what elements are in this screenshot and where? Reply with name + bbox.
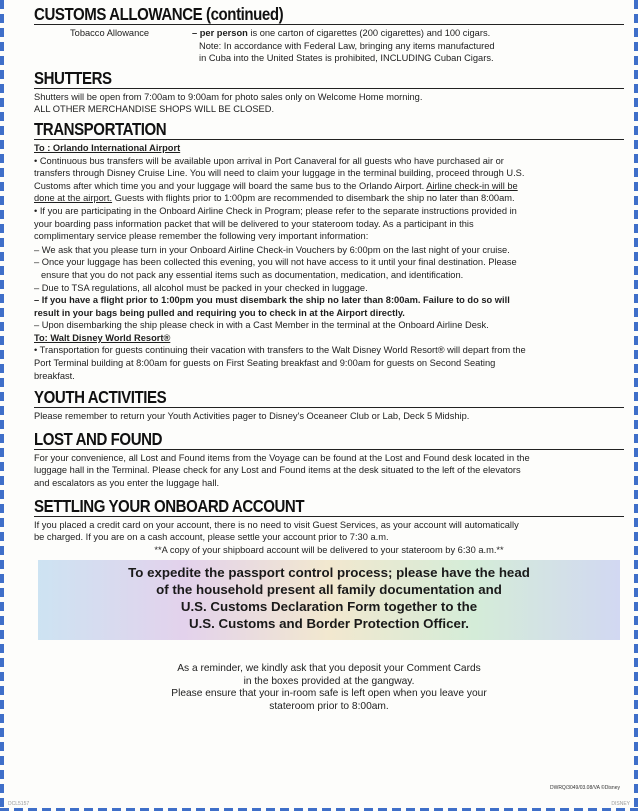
customs-heading: CUSTOMS ALLOWANCE (continued) (34, 4, 284, 24)
bus-line1: • Continuous bus transfers will be available upon arrival in Port Canaveral for all guests who have purchased air or (34, 155, 504, 166)
reminder-line4: stateroom prior to 8:00am. (269, 700, 389, 712)
youth-heading: YOUTH ACTIVITIES (34, 387, 167, 408)
account-line1: If you placed a credit card on your account, there is no need to visit Guest Services, as your account will automatically (34, 519, 519, 530)
shutters-line1: Shutters will be open from 7:00am to 9:00am for photo sales only on Welcome Home morning. (34, 91, 423, 102)
reminder-line2: in the boxes provided at the gangway. (243, 675, 415, 687)
reminder-line3: Please ensure that your in-room safe is left open when you leave your (171, 688, 487, 700)
reminder-block (34, 663, 624, 713)
onboard-line2: your boarding pass information packet that will be delivered to your stateroom today. As a participant in this (34, 218, 474, 229)
lost-found-heading: LOST AND FOUND (34, 428, 163, 449)
onboard-line3: complimentary service please remember the following very important information: (34, 231, 369, 242)
shutters-line2: ALL OTHER MERCHANDISE SHOPS WILL BE CLOSED. (34, 104, 275, 115)
lost-line1: For your convenience, all Lost and Found items from the Voyage can be found at the Lost and Found desk located in the (34, 452, 530, 463)
document-code: DWRQ/3049/03.08/VA ©Disney (549, 785, 620, 791)
customs-section (34, 4, 624, 25)
bus-line4b: Guests with flights prior to 1:00pm are recommended to disembark the ship no later than 8:00am. (112, 193, 515, 204)
bus-line4 (34, 192, 624, 205)
tobacco-line3: in Cuba into the United States is prohibited, INCLUDING Cuban Cigars. (199, 53, 494, 64)
bus-line4a: done at the airport. (34, 193, 113, 204)
wdw-line3: breakfast. (34, 370, 75, 381)
list-item-2b: ensure that you do not pack any essential items such as documentation, medication, and identification. (41, 269, 464, 280)
banner-line2: of the household present all family documentation and (156, 582, 502, 598)
account-section (34, 496, 624, 517)
page-edge-right (634, 0, 638, 811)
reminder-line1: As a reminder, we kindly ask that you deposit your Comment Cards (177, 663, 481, 675)
shutters-section (34, 68, 624, 89)
lost-line3: and escalators as you enter the luggage hall. (34, 478, 220, 489)
wdw-subheading: To: Walt Disney World Resort® (34, 332, 171, 343)
wdw-line2: Port Terminal building at 8:00am for guests on First Seating breakfast and 9:00am for guests on Second Seating (34, 358, 496, 369)
bus-line3b: Airline check-in will be (426, 180, 518, 191)
account-line2: be charged. If you are on a cash account, please settle your account prior to 7:30 a.m. (34, 532, 389, 543)
bus-line2: transfers through Disney Cruise Line. You will need to claim your luggage in the terminal building, proceed through U.S. (34, 168, 525, 179)
tobacco-text (192, 27, 624, 65)
footer-left-code: DCL5157 (8, 801, 30, 807)
banner-line4: U.S. Customs and Border Protection Officer. (188, 616, 470, 632)
youth-section (34, 387, 624, 408)
footer-right-code: DISNEY (611, 801, 630, 807)
list-item-2a: – Once your luggage has been collected this evening, you will not have access to it until your final destination. Please (34, 257, 517, 268)
bus-line3 (34, 180, 624, 193)
wdw-line1: • Transportation for guests continuing their vacation with transfers to the Walt Disney World Resort® will depart from the (34, 345, 526, 356)
page-edge-left (0, 0, 4, 811)
banner-line3: U.S. Customs Declaration Form together to the (180, 599, 478, 615)
bus-line3a: Customs after which time you and your luggage will board the same bus to the Orlando Airport. (34, 180, 427, 191)
account-heading: SETTLING YOUR ONBOARD ACCOUNT (34, 495, 305, 516)
shutters-heading: SHUTTERS (34, 67, 112, 88)
passport-banner (38, 560, 620, 640)
lost-line2: luggage hall in the Terminal. Please check for any Lost and Found items at the desk situated to the left of the elevators (34, 465, 521, 476)
list-item-3: – Due to TSA regulations, all alcohol must be packed in your checked in luggage. (34, 282, 368, 293)
tobacco-lead: – per person (192, 28, 248, 38)
tobacco-line1: is one carton of cigarettes (200 cigarettes) and 100 cigars. (247, 28, 491, 38)
tobacco-label: Tobacco Allowance (70, 28, 150, 38)
list-item-4b: result in your bags being pulled and requiring you to check in at the Airport directly. (34, 307, 405, 318)
youth-line1: Please remember to return your Youth Activities pager to Disney's Oceaneer Club or Lab, Deck 5 Midship. (34, 411, 470, 422)
airport-subheading: To : Orlando International Airport (34, 142, 181, 153)
tobacco-allowance (34, 27, 624, 65)
tobacco-line2: Note: In accordance with Federal Law, bringing any items manufactured (199, 40, 495, 51)
document-page (34, 4, 624, 713)
transportation-section (34, 119, 624, 140)
banner-line1: To expedite the passport control process; please have the head (128, 565, 530, 581)
onboard-line1: • If you are participating in the Onboard Airline Check in Program; please refer to the separate instructions provided in (34, 205, 517, 216)
list-item-4a: – If you have a flight prior to 1:00pm you must disembark the ship no later than 8:00am. Failure to do so will (34, 295, 510, 306)
transportation-heading: TRANSPORTATION (34, 118, 167, 139)
lost-found-section (34, 429, 624, 450)
list-item-5: – Upon disembarking the ship please check in with a Cast Member in the terminal at the Onboard Airline Desk. (34, 320, 489, 331)
account-line3: **A copy of your shipboard account will be delivered to your stateroom by 6:30 a.m.** (154, 544, 504, 555)
list-item-1: – We ask that you please turn in your Onboard Airline Check-in Vouchers by 6:00pm on the last night of your cruise. (34, 244, 510, 255)
